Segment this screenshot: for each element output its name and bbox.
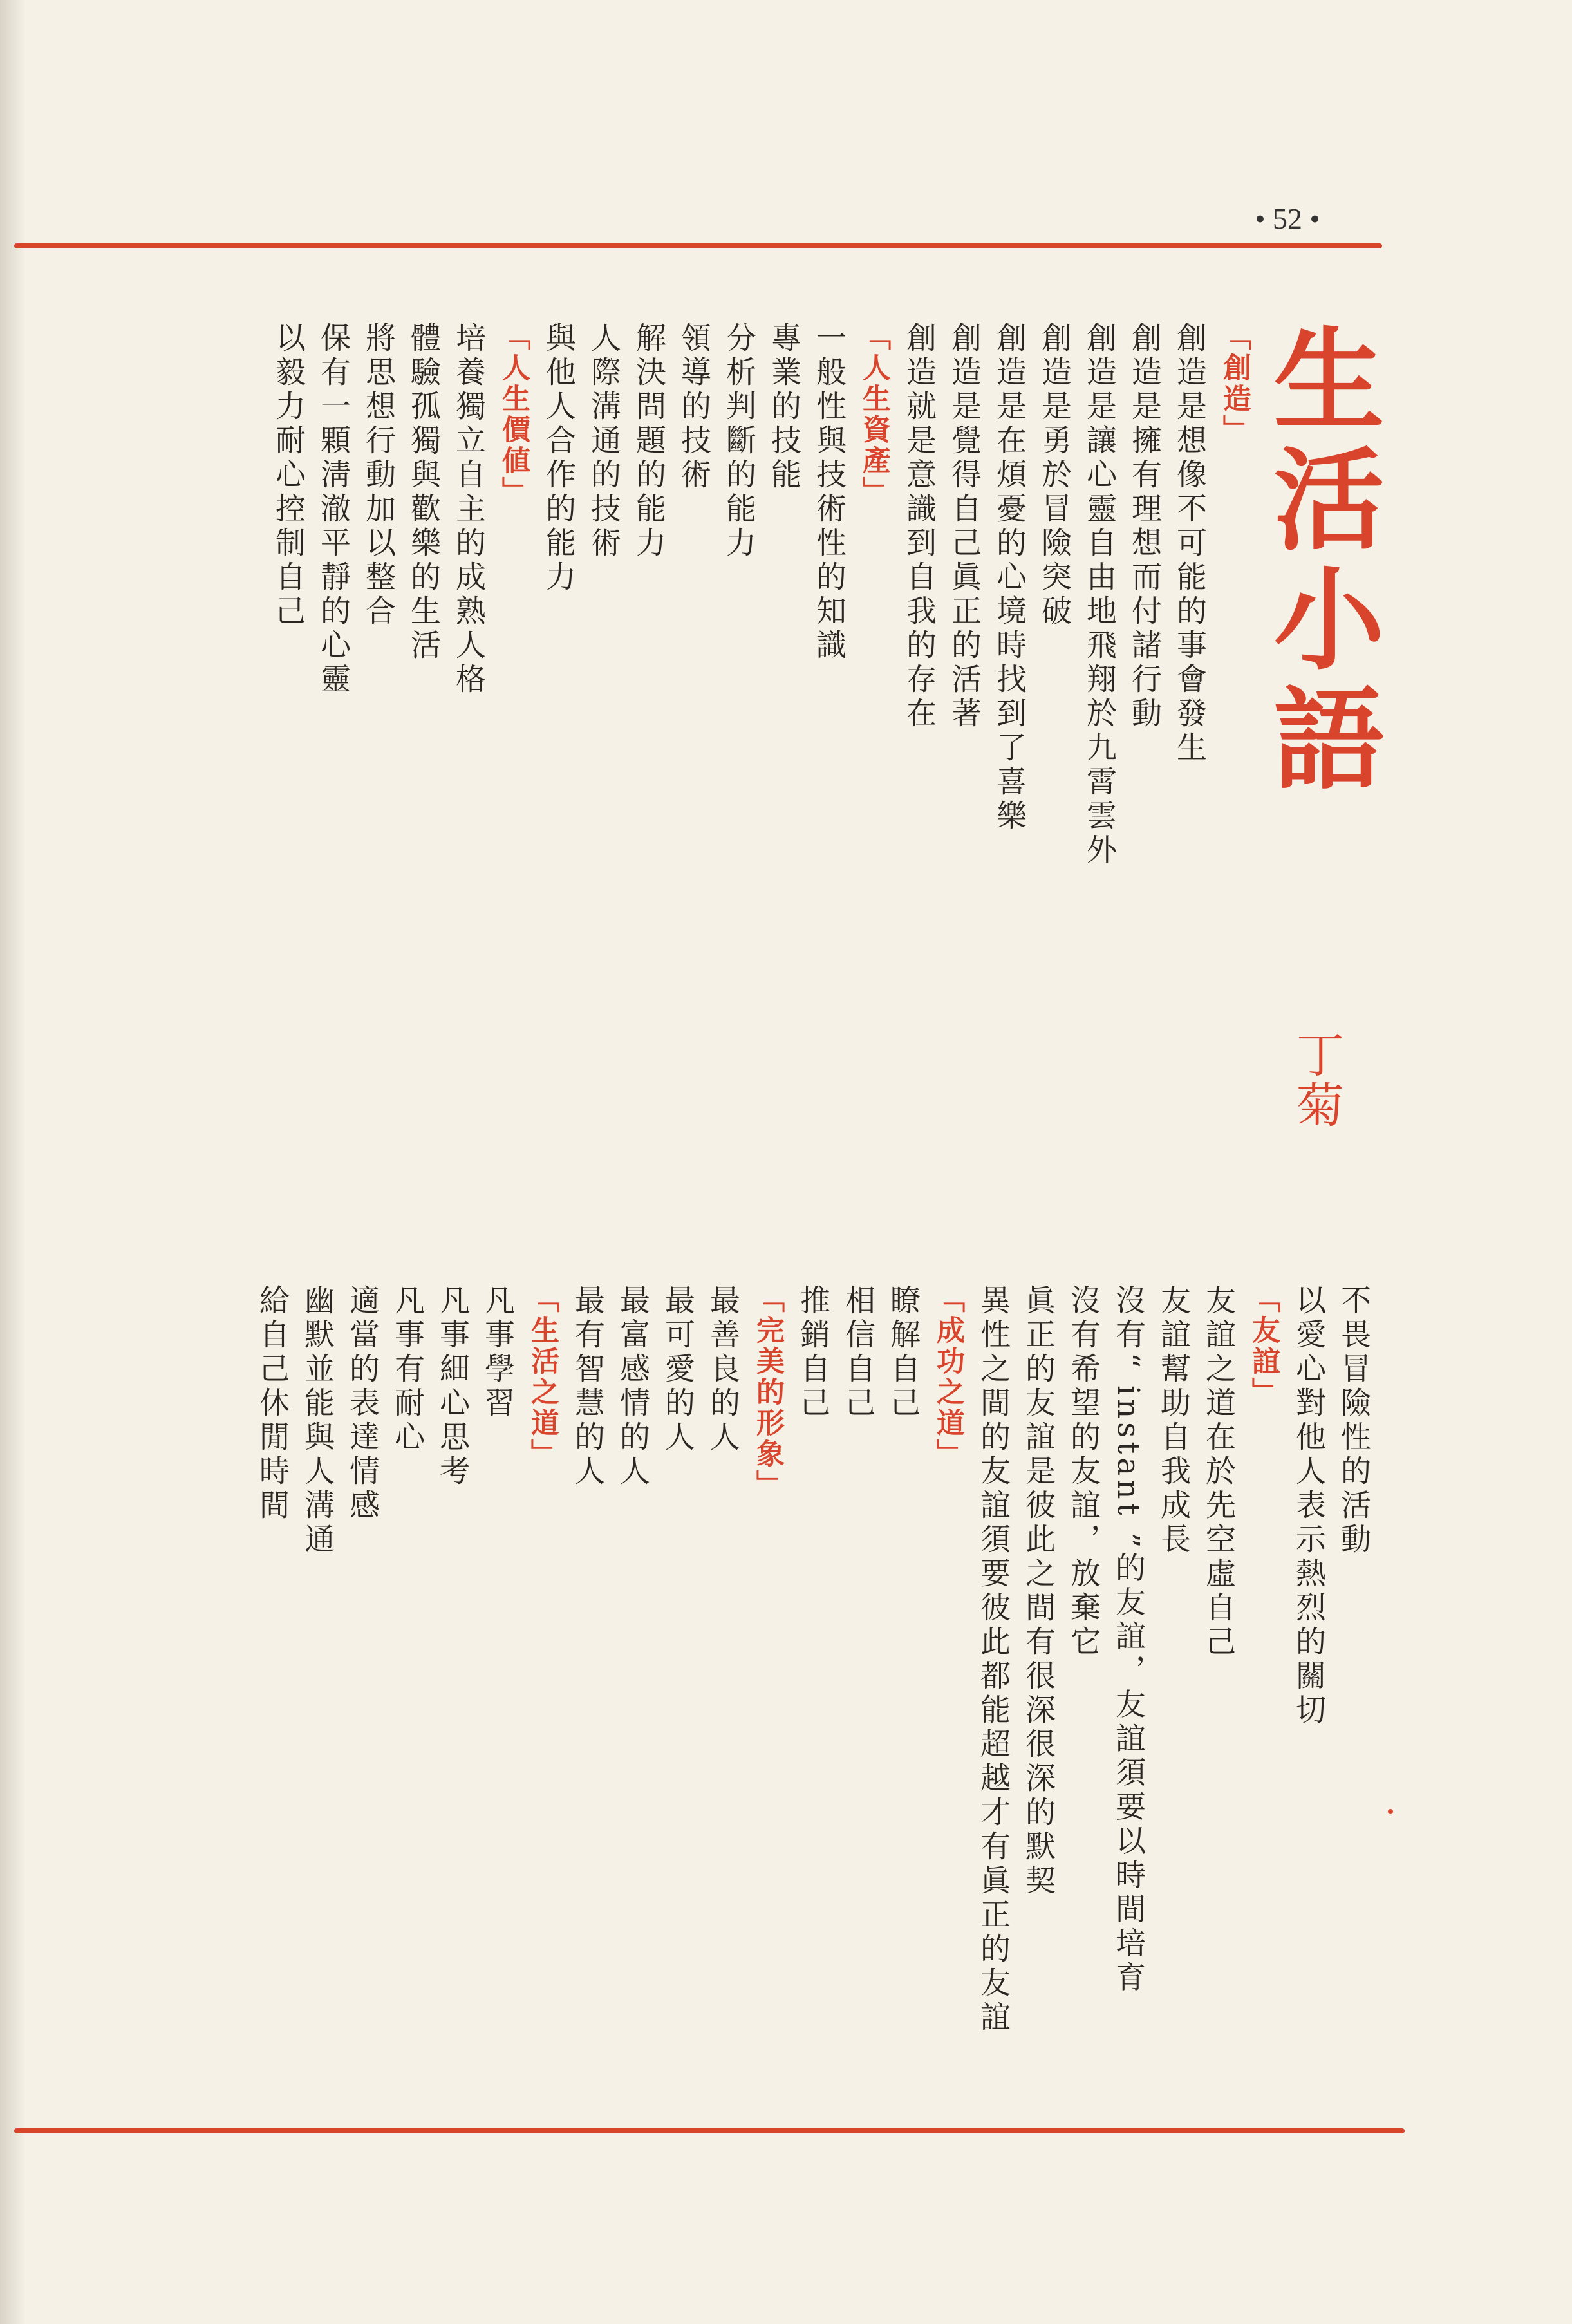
text-column: 最有智慧的人 (570, 1284, 605, 1489)
text-column: 將思想行動加以整合 (360, 322, 396, 629)
section-heading: 「人生資產」 (857, 322, 890, 507)
text-column: 沒有希望的友誼，放棄它 (1065, 1284, 1101, 1660)
text-column: 幽默並能與人溝通 (299, 1284, 335, 1557)
text-column: 創造是勇於冒險突破 (1036, 322, 1072, 629)
page-number: • 52 • (1255, 202, 1320, 235)
text-column: 創造是覺得自己眞正的活著 (946, 322, 982, 731)
section-heading: 「友誼」 (1247, 1284, 1280, 1408)
author-name: 丁菊 (1289, 1030, 1344, 1130)
text-column: 沒有“ instant ”的友誼，友誼須要以時間培育 (1110, 1284, 1146, 1996)
text-column: 瞭解自己 (885, 1284, 921, 1421)
page-title: 生活小語 (1255, 322, 1385, 801)
ink-dot (1388, 1809, 1393, 1814)
text-column: 最善良的人 (705, 1284, 740, 1455)
section-heading: 「人生價値」 (497, 322, 530, 507)
text-column: 培養獨立自主的成熟人格 (451, 322, 486, 697)
text-column: 異性之間的友誼須要彼此都能超越才有眞正的友誼 (975, 1284, 1011, 2035)
text-column: 最可愛的人 (660, 1284, 695, 1455)
text-column: 凡事學習 (480, 1284, 515, 1421)
lower-text-section (30, 1284, 1376, 2121)
section-heading: 「成功之道」 (931, 1284, 964, 1470)
text-column: 最富感情的人 (615, 1284, 650, 1489)
text-column: 凡事細心思考 (435, 1284, 470, 1489)
section-heading: 「創造」 (1218, 322, 1251, 445)
text-column: 不畏冒險性的活動 (1336, 1284, 1371, 1557)
text-column: 推銷自己 (795, 1284, 830, 1421)
bottom-rule (14, 2128, 1405, 2133)
section-heading: 「完美的形象」 (751, 1284, 784, 1501)
text-column: 創造是讓心靈自由地飛翔於九霄雲外 (1081, 322, 1117, 868)
text-column: 創造是在煩憂的心境時找到了喜樂 (991, 322, 1027, 834)
text-column: 創造是擁有理想而付諸行動 (1127, 322, 1162, 731)
text-column: 解決問題的能力 (631, 322, 666, 561)
text-column: 專業的技能 (766, 322, 801, 492)
text-column: 分析判斷的能力 (721, 322, 756, 561)
text-column: 以毅力耐心控制自己 (270, 322, 306, 629)
section-heading: 「生活之道」 (526, 1284, 559, 1470)
text-column: 友誼之道在於先空虛自己 (1201, 1284, 1236, 1660)
text-column: 以愛心對他人表示熱烈的關切 (1291, 1284, 1326, 1728)
top-rule (14, 243, 1382, 248)
text-column: 領導的技術 (676, 322, 711, 492)
text-column: 創造就是意識到自我的存在 (901, 322, 937, 731)
text-column: 與他人合作的能力 (541, 322, 576, 595)
text-column: 給自己休閒時間 (254, 1284, 290, 1523)
text-column: 體驗孤獨與歡樂的生活 (406, 322, 441, 663)
text-column: 一般性與技術性的知識 (811, 322, 847, 663)
text-column: 相信自己 (840, 1284, 875, 1421)
text-column: 人際溝通的技術 (586, 322, 621, 561)
text-column: 凡事有耐心 (389, 1284, 425, 1455)
text-column: 友誼幫助自我成長 (1156, 1284, 1191, 1557)
text-column: 保有一顆淸澈平靜的心靈 (315, 322, 351, 697)
upper-text-section (33, 322, 1257, 1275)
text-column: 創造是想像不可能的事會發生 (1172, 322, 1207, 765)
text-column: 適當的表達情感 (344, 1284, 380, 1523)
page-edge-shadow (0, 0, 26, 2324)
text-column: 眞正的友誼是彼此之間有很深很深的默契 (1020, 1284, 1056, 1898)
